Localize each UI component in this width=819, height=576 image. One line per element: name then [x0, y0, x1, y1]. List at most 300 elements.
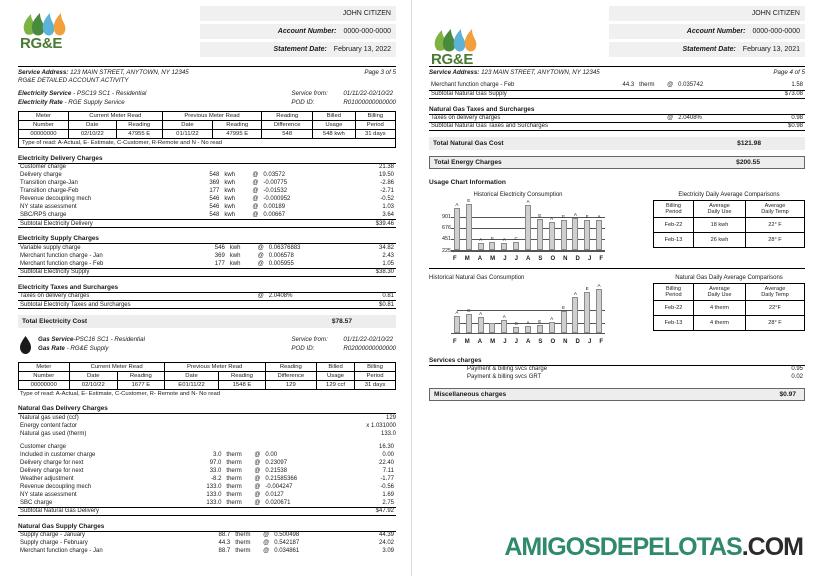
electricity-service-label: Electricity Service: [18, 90, 72, 97]
charge-description: SBC charge: [20, 499, 53, 506]
meter-header-previous: Previous Meter Read: [162, 111, 262, 120]
chart-bar-label: E: [585, 286, 589, 291]
gas-supply-charges-table: [18, 532, 396, 556]
charge-unit: [225, 293, 253, 301]
chart-bar: [572, 212, 578, 250]
charge-description: Revenue decoupling mech: [20, 483, 92, 490]
gas-service-block: [18, 336, 396, 359]
comparison-column-header: Average Daily Use: [694, 201, 746, 218]
subtotal-label: Subtotal Natural Gas Delivery: [18, 507, 351, 515]
charge-amount: 19.50: [378, 172, 394, 179]
charge-unit: therm: [235, 540, 251, 547]
charge-description: Merchant function charge - Feb: [20, 260, 104, 267]
gas-usage-value: 129: [385, 414, 396, 421]
charge-unit: therm: [235, 548, 251, 555]
chart-bar-label: E: [585, 214, 589, 219]
charge-at-symbol: @: [257, 293, 264, 300]
charge-quantity: 44.3: [218, 540, 231, 547]
customer-name-right: JOHN CITIZEN: [751, 10, 800, 17]
charge-at-symbol: @: [254, 459, 261, 466]
chart-bar: [454, 202, 460, 250]
total-natural-gas-cost-value: $121.98: [737, 140, 761, 147]
bill-page-4: [415, 0, 819, 576]
charge-quantity: 133.0: [206, 483, 222, 490]
comparison-header-row: [654, 201, 805, 218]
gas-usage-value: 133.0: [380, 430, 396, 437]
chart-bar: [537, 213, 543, 250]
charge-at-symbol: @: [257, 260, 264, 267]
gas-supply-continued-table: [429, 82, 805, 99]
charge-unit: kwh: [224, 188, 236, 195]
comparison-daily-use: 4 therm: [694, 316, 746, 331]
charge-amount: 1.69: [382, 491, 394, 498]
gas-service-value: -PSC16 SC1 - Residential: [73, 336, 145, 344]
charge-amount: 7.11: [382, 467, 394, 474]
electricity-comparison-block: [653, 192, 805, 262]
chart-y-tick-label: 225: [442, 247, 451, 254]
chart-bar: [513, 236, 519, 250]
chart-bar: [466, 308, 472, 333]
charge-unit: therm: [226, 499, 242, 506]
charge-at-symbol: @: [252, 188, 259, 195]
chart-bar: [525, 320, 531, 333]
gas-usage-label: Natural gas used (therm): [20, 430, 87, 437]
gas-rate-value: - RG&E Supply: [66, 345, 109, 353]
chart-x-tick-labels: [451, 339, 605, 345]
gas-type-of-read-note: Type of read: A-Actual, E- Estimate, C-Customer, R- Remote and N- No read: [20, 391, 221, 398]
charge-description: Supply charge - February: [20, 540, 88, 547]
chart-bar-label: A: [597, 213, 601, 219]
gas-meter-header-usage-2: Usage: [317, 372, 355, 381]
statement-date-value-right: February 13, 2021: [742, 46, 800, 53]
electricity-chart-plot: [429, 197, 607, 262]
total-electricity-cost-value: $78.57: [331, 318, 352, 326]
charge-description: Included in customer charge: [20, 451, 96, 458]
gas-meter-period: 31 days: [355, 381, 396, 390]
rge-logo-flames-icon: [431, 24, 495, 54]
charge-unit: [219, 164, 247, 172]
service-address-label: Service Address:: [18, 69, 69, 76]
charge-quantity: [619, 366, 653, 374]
charge-description: Taxes on delivery charges: [431, 114, 501, 121]
account-number-value: 0000-000-0000: [343, 28, 391, 35]
comparison-daily-use: 26 kwh: [694, 233, 746, 248]
chart-x-tick-label: J: [503, 256, 507, 262]
electricity-rate-label: Electricity Rate: [18, 98, 63, 106]
charge-at-symbol: @: [254, 483, 261, 490]
charge-quantity: 548: [209, 212, 220, 219]
comparison-daily-use: 4 therm: [694, 301, 746, 316]
charge-rate: 0.00667: [263, 212, 286, 219]
statement-date-value: February 13, 2022: [333, 46, 391, 53]
account-summary-box: [200, 6, 396, 60]
comparison-period: Feb-22: [654, 218, 694, 233]
gas-comparison-table: [653, 283, 805, 331]
charge-description: Transition charge-Feb: [20, 188, 79, 195]
meter-header-cur-date: Date: [68, 120, 116, 129]
chart-bar-label: A: [526, 199, 530, 204]
charge-row: [18, 293, 396, 301]
charge-row: [18, 180, 396, 188]
meter-header-difference-1: Reading: [262, 111, 313, 120]
gas-meter-header-previous: Previous Meter Read: [164, 363, 265, 372]
rge-logo-text: RG&E: [20, 35, 63, 52]
charge-rate: [265, 443, 351, 451]
gas-usage-label: Energy content factor: [20, 422, 78, 429]
charge-quantity: 3.0: [213, 451, 222, 458]
charge-quantity: [185, 164, 219, 172]
charge-amount: 0.02: [791, 374, 803, 381]
gas-rate-label: Gas Rate: [38, 345, 65, 353]
gas-meter-prev-date: E01/11/22: [164, 381, 219, 390]
chart-bar: [466, 197, 472, 251]
service-address-value-right: 123 MAIN STREET, ANYTOWN, NY 12345: [481, 69, 600, 76]
gas-meter-table: [18, 362, 396, 390]
charge-unit: [653, 374, 681, 382]
gas-comparison-block: [653, 275, 805, 345]
charge-rate: [697, 374, 783, 382]
total-natural-gas-cost-label: Total Natural Gas Cost: [433, 140, 504, 147]
comparison-column-header: Billing Period: [654, 284, 694, 301]
total-electricity-cost-row: [18, 315, 396, 328]
chart-x-tick-label: O: [550, 339, 556, 345]
charge-row: [18, 172, 396, 180]
total-energy-charges-value: $200.55: [736, 159, 760, 166]
charge-at-symbol: @: [667, 114, 674, 121]
charge-rate: 0.006578: [268, 252, 294, 259]
table-row: [654, 233, 805, 248]
charge-amount: 16.30: [378, 443, 394, 450]
electricity-chart-title: Historical Electricity Consumption: [473, 192, 563, 198]
chart-bar: [478, 310, 484, 334]
charge-row: [18, 443, 396, 451]
comparison-daily-temp: 28° F: [745, 233, 804, 248]
type-of-read-note: Type of read: A-Actual, E- Estimate, C-Customer, R-Remote and N - No read: [18, 139, 396, 148]
charge-description: Payment & billing svcs charge: [467, 366, 548, 373]
chart-bar-label: C: [467, 308, 471, 313]
electricity-service-from-label: Service from:: [291, 90, 328, 97]
charge-amount: 2.75: [382, 499, 394, 506]
customer-name-row-right: [609, 6, 805, 21]
chart-x-tick-label: N: [563, 256, 568, 262]
chart-bar: [489, 236, 495, 250]
miscellaneous-charges-label: Miscellaneous charges: [434, 391, 507, 398]
comparison-daily-temp: 22°F: [745, 301, 804, 316]
statement-date-label: Statement Date:: [273, 46, 327, 53]
subtotal-row: [429, 123, 805, 131]
electricity-consumption-chart: [429, 192, 607, 262]
gas-meter-header-prev-date: Date: [164, 372, 219, 381]
chart-x-tick-label: M: [464, 339, 470, 345]
bill-header-left: [18, 6, 396, 64]
gas-chart-title: Historical Natural Gas Consumption: [429, 275, 525, 281]
charge-at-symbol: [249, 443, 265, 451]
electricity-service-value: - PSC19 SC1 - Residential: [73, 90, 147, 97]
charge-at-symbol: @: [254, 451, 261, 458]
chart-bar-label: A: [502, 236, 506, 242]
meter-header-meter: Meter: [19, 111, 69, 120]
charge-at-symbol: [681, 366, 697, 374]
customer-name-row: [200, 6, 396, 21]
charge-amount: -1.77: [380, 475, 394, 482]
charge-quantity: [619, 374, 653, 382]
chart-x-tick-label: S: [538, 339, 543, 345]
subtotal-row: [429, 90, 805, 98]
gas-service-from-label: Service from:: [291, 336, 328, 344]
meter-header-period-1: Billing: [355, 111, 395, 120]
meter-usage: 548 kwh: [313, 129, 356, 138]
total-energy-charges-label: Total Energy Charges: [434, 159, 502, 166]
charge-row: [18, 188, 396, 196]
charge-row: [18, 244, 396, 252]
charge-unit: [221, 443, 249, 451]
charge-row: [18, 499, 396, 507]
gas-supply-charges-title: Natural Gas Supply Charges: [18, 523, 396, 532]
electricity-delivery-charges-table: [18, 164, 396, 229]
gas-comparison-caption: Natural Gas Daily Average Comparisons: [675, 275, 783, 281]
comparison-column-header: Average Daily Temp: [745, 201, 804, 218]
chart-bar: [584, 286, 590, 333]
table-row: [654, 316, 805, 331]
charge-rate: 2.0408%: [678, 114, 702, 121]
charge-unit: [653, 366, 681, 374]
chart-bar-label: A: [455, 202, 459, 207]
chart-bar: [561, 305, 567, 333]
charge-at-symbol: @: [254, 491, 261, 498]
subtotal-amount: $38.30: [355, 268, 396, 276]
charge-amount: 0.95: [791, 366, 803, 373]
chart-bar-label: E: [490, 236, 494, 241]
meter-header-number: Number: [19, 120, 69, 129]
chart-x-tick-label: A: [525, 256, 531, 262]
chart-bar: [525, 199, 531, 250]
charge-amount: 24.02: [378, 540, 394, 547]
comparison-column-header: Average Daily Temp: [745, 284, 804, 301]
chart-x-tick-label: J: [514, 256, 518, 262]
charge-description: Transition charge-Jan: [20, 180, 78, 187]
charge-rate: 0.06376883: [268, 244, 301, 251]
charge-description: Delivery charge for next: [20, 467, 84, 474]
comparison-daily-use: 18 kwh: [694, 218, 746, 233]
chart-bar-label: A: [526, 320, 530, 325]
chart-bar: [489, 323, 495, 333]
chart-bar: [561, 214, 567, 250]
charge-description: Delivery charge: [20, 172, 62, 179]
chart-bar-label: A: [573, 291, 577, 296]
chart-x-tick-label: F: [453, 256, 457, 262]
chart-bar-label: A: [479, 310, 483, 316]
chart-bar-label: A: [502, 314, 506, 319]
rge-logo-flames-icon: [20, 8, 84, 38]
chart-x-tick-label: J: [587, 256, 592, 262]
charge-amount: 3.64: [382, 212, 394, 219]
comparison-period: Feb-22: [654, 301, 694, 316]
chart-bar: [596, 213, 602, 251]
gas-pod-label: POD ID:: [291, 345, 315, 353]
charge-row: [18, 252, 396, 260]
chart-x-tick-label: J: [503, 339, 507, 345]
gas-pod-value: R02000000000000: [343, 345, 396, 353]
electricity-supply-charges-table: [18, 244, 396, 277]
gas-flame-icon: [18, 336, 32, 359]
subtotal-row: [18, 268, 396, 276]
gas-usage-row: [18, 414, 396, 422]
subtotal-amount: $0.98: [764, 123, 805, 131]
charge-amount: 1.05: [382, 260, 394, 267]
gas-meter-header-cur-date: Date: [69, 372, 118, 381]
charge-quantity: 133.0: [206, 499, 222, 506]
charge-at-symbol: @: [263, 548, 270, 555]
chart-x-tick-label: A: [525, 339, 531, 345]
chart-x-tick-label: M: [490, 339, 496, 345]
gas-taxes-title: Natural Gas Taxes and Surcharges: [429, 106, 805, 115]
chart-bar: [584, 214, 590, 250]
gas-meter-difference: 129: [265, 381, 316, 390]
charge-amount: 21.38: [378, 164, 394, 171]
charge-quantity: 369: [209, 180, 220, 187]
charge-quantity: [191, 293, 225, 301]
charge-row: [18, 532, 396, 540]
charge-rate: 2.0408%: [268, 293, 293, 300]
charge-rate: 0.21538: [265, 467, 288, 474]
service-address-label-right: Service Address:: [429, 69, 480, 76]
table-row: [654, 301, 805, 316]
gas-delivery-charges-title: Natural Gas Delivery Charges: [18, 405, 396, 414]
chart-bar-label: E: [467, 197, 471, 203]
comparison-daily-temp: 22° F: [745, 218, 804, 233]
total-electricity-cost-label: Total Electricity Cost: [22, 318, 88, 326]
charge-at-symbol: @: [254, 475, 261, 482]
page-number-left: Page 3 of 5: [364, 69, 396, 76]
charge-description: Delivery charge for next: [20, 459, 84, 466]
electricity-supply-charges-title: Electricity Supply Charges: [18, 235, 396, 244]
charge-row: [18, 491, 396, 499]
charge-at-symbol: @: [252, 172, 259, 179]
charge-at-symbol: @: [252, 196, 259, 203]
charge-at-symbol: @: [257, 244, 264, 251]
charge-row: [18, 204, 396, 212]
gas-usage-lines-table: [18, 414, 396, 438]
chart-x-tick-label: O: [550, 256, 556, 262]
charge-description: SBC/RPS charge: [20, 212, 67, 219]
subtotal-label: Subtotal Natural Gas Taxes and Surcharges: [429, 123, 764, 131]
meter-period: 31 days: [355, 129, 395, 138]
chart-x-tick-label: N: [563, 339, 568, 345]
charge-rate: 0.020671: [265, 499, 291, 506]
charge-rate: [263, 164, 349, 172]
charge-amount: 22.40: [378, 459, 394, 466]
subtotal-label: Subtotal Electricity Taxes and Surcharges: [18, 301, 355, 309]
subtotal-amount: $73.08: [764, 90, 805, 98]
chart-x-axis: [451, 250, 605, 251]
charge-description: NY state assessment: [20, 204, 77, 211]
electricity-comparison-table: [653, 200, 805, 248]
account-activity-title: RG&E DETAILED ACCOUNT ACTIVITY: [18, 77, 129, 84]
usage-chart-information-title: Usage Chart Information: [429, 179, 506, 186]
gas-meter-cur-reading: 1677 E: [118, 381, 165, 390]
charge-description: Weather adjustment: [20, 475, 74, 482]
chart-x-tick-label: S: [538, 256, 543, 262]
charge-at-symbol: @: [252, 180, 259, 187]
service-address-line: [18, 67, 396, 76]
meter-header-difference-2: Difference: [262, 120, 313, 129]
charge-rate: 0.542187: [274, 540, 300, 547]
charge-quantity: 44.3: [622, 82, 635, 89]
charge-description: Revenue decoupling mech: [20, 196, 92, 203]
charge-description: Merchant function charge - Jan: [20, 548, 103, 555]
gas-meter-number: 00000000: [19, 381, 70, 390]
charge-at-symbol: [681, 374, 697, 382]
charge-row: [18, 475, 396, 483]
subtotal-row: [18, 220, 396, 228]
charge-at-symbol: @: [667, 82, 674, 89]
charge-row: [18, 451, 396, 459]
charge-amount: -0.56: [380, 483, 394, 490]
charge-unit: kwh: [224, 180, 236, 187]
charge-row: [18, 483, 396, 491]
electricity-service-block: [18, 90, 396, 108]
table-row: [19, 129, 396, 138]
charge-rate: -0.01532: [263, 188, 288, 195]
chart-x-tick-label: M: [464, 256, 470, 262]
charge-quantity: 546: [214, 244, 225, 251]
chart-x-tick-label: F: [599, 256, 603, 262]
chart-x-tick-label: D: [575, 339, 580, 345]
chart-bar: [549, 316, 555, 333]
account-summary-box-right: [609, 6, 805, 60]
charge-description: Customer charge: [20, 164, 67, 171]
charge-quantity: 88.7: [218, 532, 231, 539]
table-row: [19, 381, 396, 390]
chart-bar: [501, 314, 507, 333]
rge-logo-right: [431, 24, 507, 68]
chart-bar-label: C: [514, 321, 518, 326]
charge-row: [18, 459, 396, 467]
gas-chart-plot: [429, 283, 607, 345]
charge-quantity: [600, 115, 634, 123]
chart-bar: [501, 236, 507, 251]
charge-unit: therm: [226, 475, 242, 482]
bill-header-right: [429, 6, 805, 68]
gas-meter-header-period-2: Period: [355, 372, 396, 381]
charge-row: [18, 540, 396, 548]
chart-x-tick-label: A: [477, 339, 483, 345]
comparison-column-header: Average Daily Use: [694, 284, 746, 301]
charge-quantity: 546: [209, 196, 220, 203]
charge-quantity: -8.2: [211, 475, 222, 482]
charge-unit: kwh: [224, 212, 236, 219]
chart-x-tick-label: F: [453, 339, 457, 345]
electricity-meter-table: [18, 111, 396, 139]
charge-unit: kwh: [229, 252, 241, 259]
charge-amount: 0.98: [791, 114, 803, 121]
chart-bar-label: E: [561, 214, 566, 219]
miscellaneous-charges-value: $0.97: [779, 391, 796, 398]
charge-row: [18, 467, 396, 475]
customer-name: JOHN CITIZEN: [342, 10, 391, 17]
charge-quantity: 88.7: [218, 548, 231, 555]
charge-rate: 0.0127: [265, 491, 284, 498]
charge-quantity: 133.0: [206, 491, 222, 498]
gas-meter-header-period-1: Billing: [355, 363, 396, 372]
chart-bar-label: A: [597, 283, 601, 288]
charge-quantity: 369: [214, 252, 225, 259]
charge-amount: 1.58: [791, 82, 803, 89]
charge-rate: 0.005955: [268, 260, 294, 267]
gas-service-from-value: 01/11/22-02/10/22: [343, 336, 394, 344]
chart-bar: [572, 291, 578, 333]
chart-x-axis: [451, 333, 605, 334]
